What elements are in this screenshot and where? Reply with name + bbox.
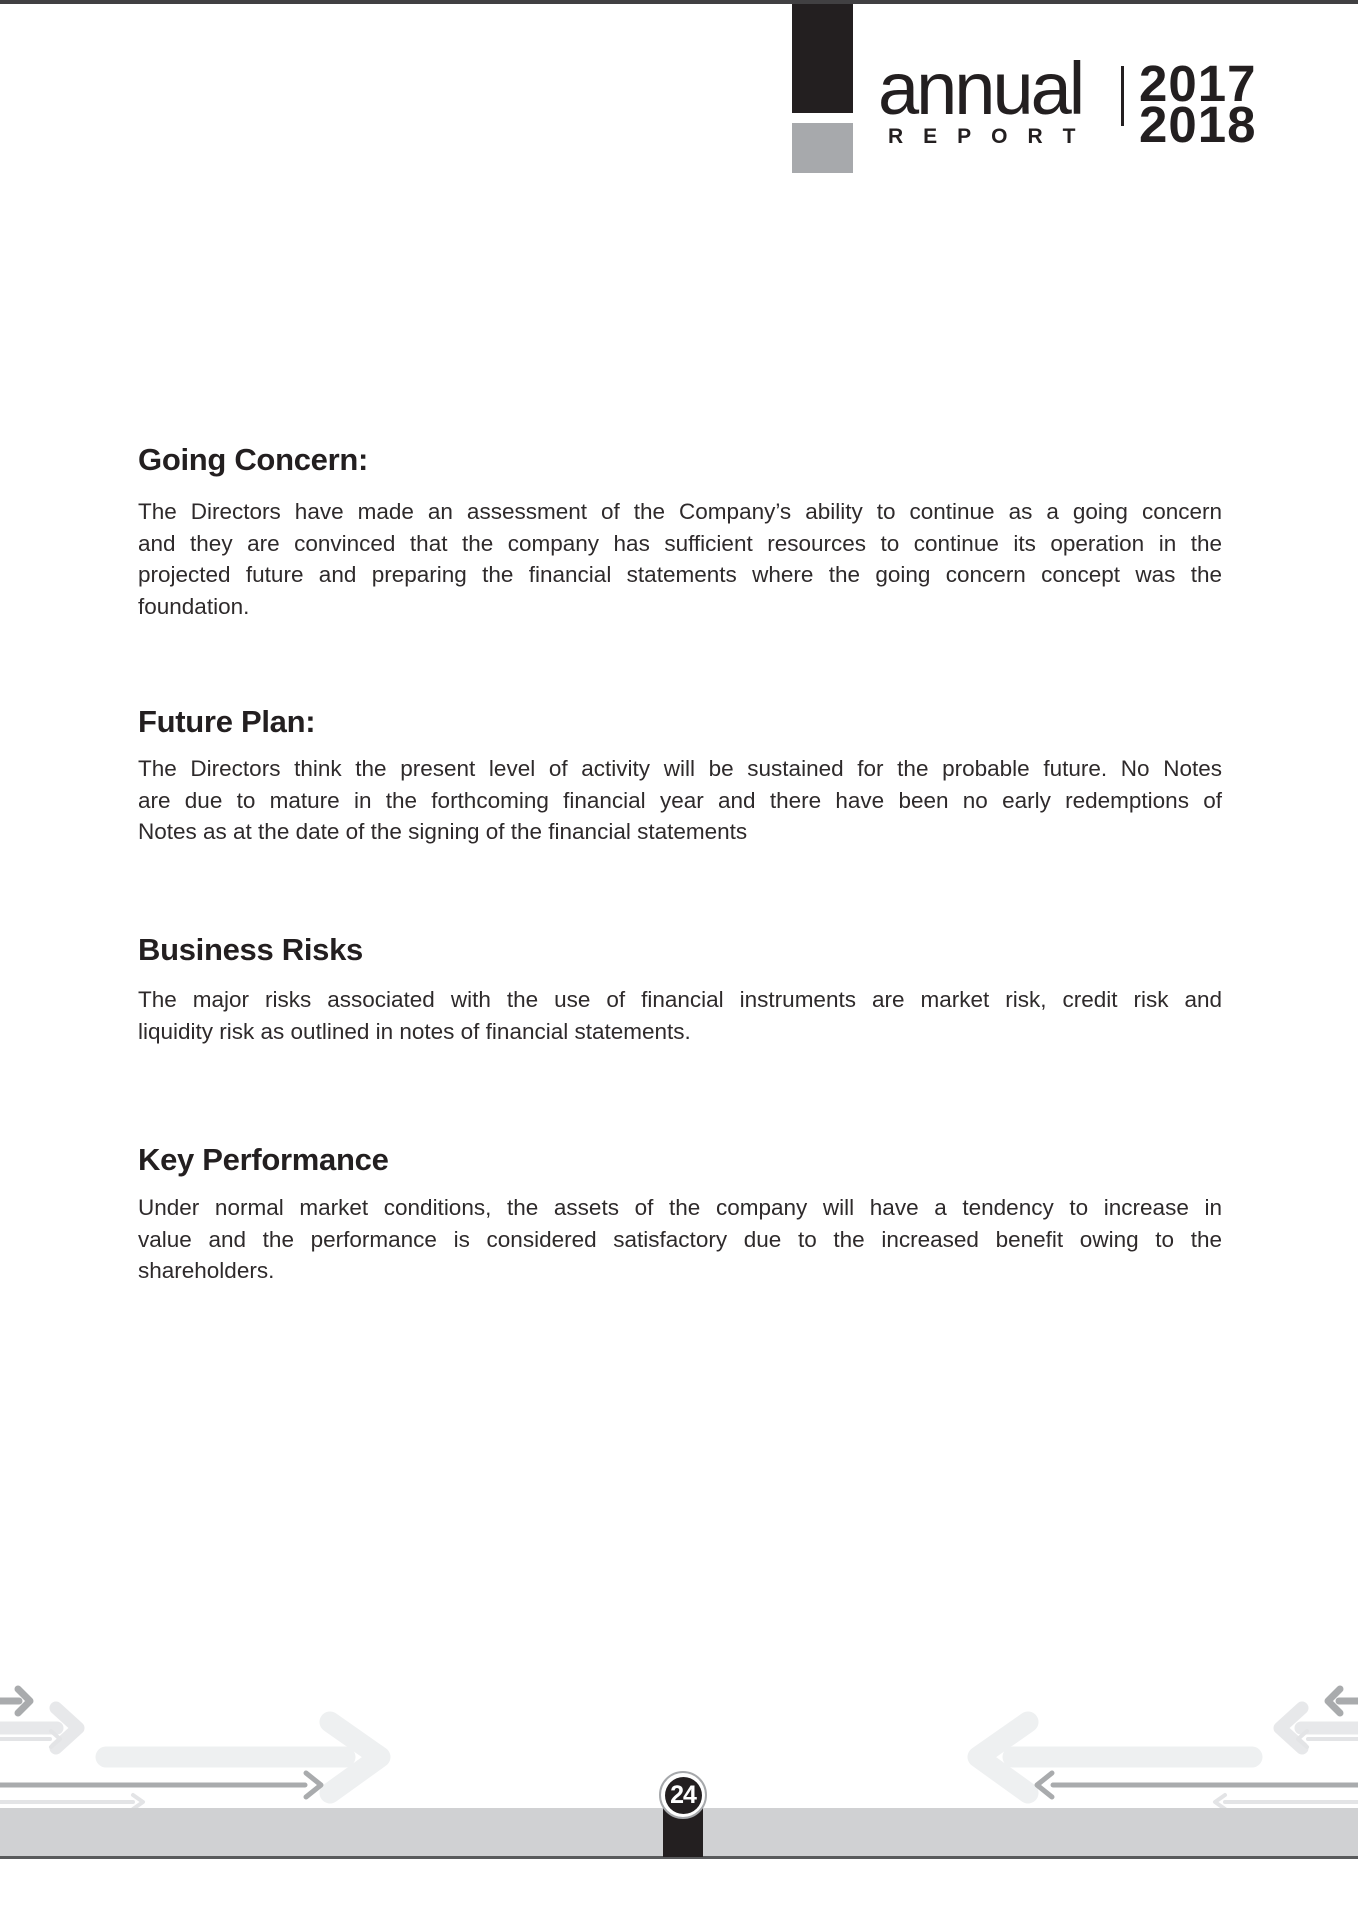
logo-divider bbox=[1121, 66, 1124, 126]
paragraph-line: are due to mature in the forthcoming financial year and there have been no early redemptions of bbox=[138, 787, 1222, 813]
section-heading: Going Concern: bbox=[138, 442, 369, 477]
paragraph-line: value and the performance is considered satisfactory due to the increased benefit owing to the bbox=[138, 1226, 1222, 1252]
section-future-plan bbox=[138, 705, 1222, 739]
paragraph-line: foundation. bbox=[138, 593, 250, 619]
left-arrow-thin-light bbox=[1215, 1795, 1358, 1809]
paragraph-line: The Directors think the present level of activity will be sustained for the probable future. No Notes bbox=[138, 756, 1222, 781]
left-arrow-medium-light bbox=[1280, 1708, 1358, 1748]
report-year-bottom: 2018 bbox=[1139, 96, 1257, 153]
paragraph-line: The major risks associated with the use of financial instruments are market risk, credit risk and bbox=[138, 987, 1222, 1012]
paragraph-line: Under normal market conditions, the assets of the company will have a tendency to increase in bbox=[138, 1195, 1222, 1220]
section-business-risks bbox=[138, 933, 1222, 967]
section-key-performance bbox=[138, 1143, 1222, 1177]
logo-word-annual: annual bbox=[878, 47, 1083, 130]
right-arrow-thin-light bbox=[0, 1795, 143, 1809]
section-paragraph bbox=[138, 984, 1222, 1047]
left-arrow-large-pale bbox=[978, 1722, 1252, 1793]
right-arrow-medium-light bbox=[0, 1708, 78, 1748]
section-heading: Key Performance bbox=[138, 1142, 389, 1177]
paragraph-line: projected future and preparing the financial statements where the going concern concept was the bbox=[138, 562, 1222, 587]
right-arrow-large-pale bbox=[106, 1722, 380, 1793]
paragraph-line: Notes as at the date of the signing of the financial statements bbox=[138, 819, 748, 844]
section-going-concern bbox=[138, 443, 1222, 477]
section-paragraph bbox=[138, 496, 1222, 622]
section-heading: Business Risks bbox=[138, 932, 363, 967]
logo-gray-block bbox=[792, 123, 853, 173]
right-arrow-small-dark bbox=[0, 1689, 30, 1713]
report-year-top: 2017 bbox=[1139, 55, 1257, 112]
page-number: 24 bbox=[665, 1777, 702, 1814]
logo-black-block bbox=[792, 4, 853, 113]
paragraph-line: shareholders. bbox=[138, 1258, 275, 1283]
logo-word-report: REPORT bbox=[888, 125, 1096, 148]
left-arrow-small-dark bbox=[1328, 1689, 1358, 1713]
section-heading: Future Plan: bbox=[138, 704, 316, 739]
header-top-rule bbox=[0, 0, 1358, 4]
right-arrow-long-dark bbox=[0, 1773, 321, 1797]
paragraph-line: The Directors have made an assessment of the Company’s ability to continue as a going concern bbox=[138, 499, 1222, 524]
page-number-badge bbox=[659, 1771, 707, 1819]
left-arrow-long-dark bbox=[1037, 1773, 1358, 1797]
paragraph-line: and they are convinced that the company has sufficient resources to continue its operation in the bbox=[138, 530, 1222, 556]
paragraph-line: liquidity risk as outlined in notes of financial statements. bbox=[138, 1018, 691, 1044]
section-paragraph bbox=[138, 1192, 1222, 1287]
section-paragraph bbox=[138, 753, 1222, 848]
